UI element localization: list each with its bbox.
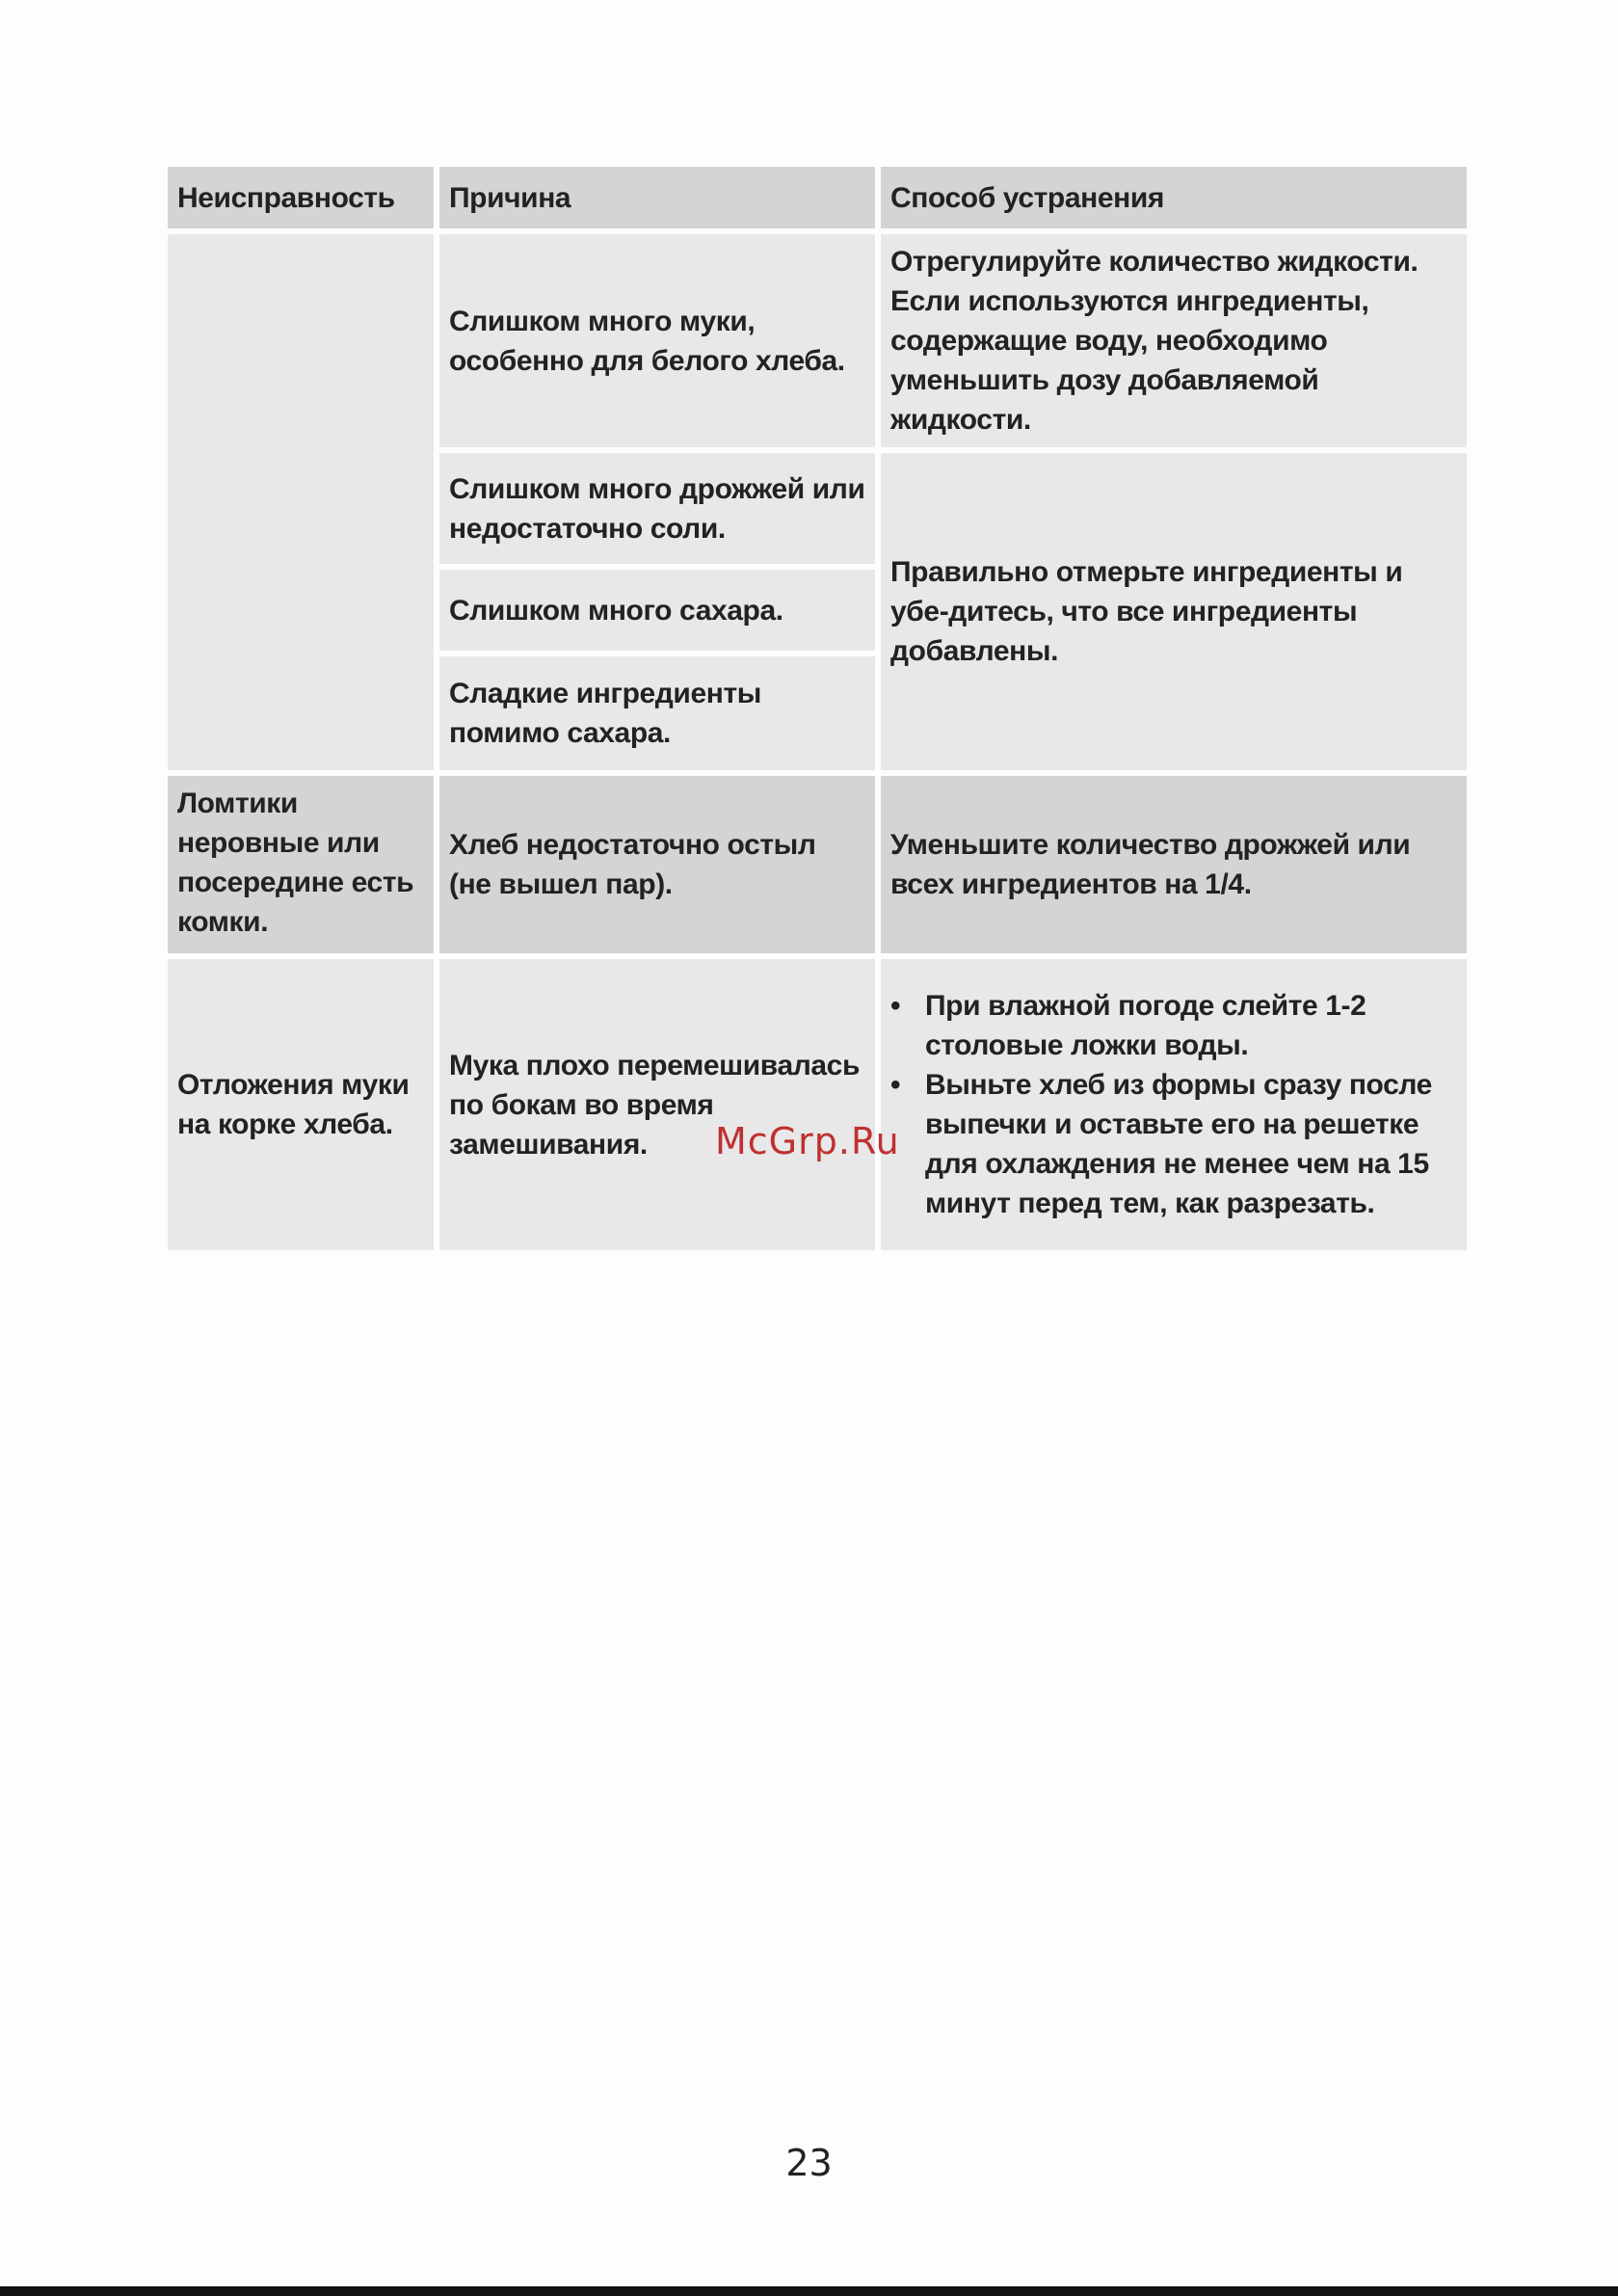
bottom-edge-divider [0, 2286, 1618, 2296]
page-number: 23 [785, 2142, 833, 2184]
remedy-bullet-list [890, 986, 1457, 1223]
cause-cell: Слишком много муки, особенно для белого хлеба. [439, 234, 875, 447]
table-row [168, 776, 1467, 953]
troubleshooting-table [162, 161, 1472, 1256]
problem-cell: Ломтики неровные или посередине есть комки. [168, 776, 434, 953]
cause-cell: Хлеб недостаточно остыл (не вышел пар). [439, 776, 875, 953]
remedy-cell: Уменьшите количество дрожжей или всех ингредиентов на 1/4. [881, 776, 1467, 953]
cause-cell: Слишком много дрожжей или недостаточно соли. [439, 453, 875, 564]
remedy-cell [881, 959, 1467, 1250]
header-problem: Неисправность [168, 167, 434, 228]
cause-cell: Мука плохо перемешивалась по бокам во время замешивания. [439, 959, 875, 1250]
table-header-row [168, 167, 1467, 228]
problem-cell: Отложения муки на корке хлеба. [168, 959, 434, 1250]
list-item: • При влажной погоде слейте 1-2 столовые ложки воды. [925, 986, 1457, 1065]
cause-cell: Сладкие ингредиенты помимо сахара. [439, 656, 875, 770]
table-row [168, 234, 1467, 447]
remedy-cell: Правильно отмерьте ингредиенты и убе-дитесь, что все ингредиенты добавлены. [881, 453, 1467, 770]
list-item: • Выньте хлеб из формы сразу после выпечки и оставьте его на решетке для охлаждения не менее чем на 15 минут перед тем, как разрезать. [925, 1065, 1457, 1223]
watermark-text: McGrp.Ru [715, 1120, 900, 1162]
problem-cell-empty [168, 234, 434, 770]
header-cause: Причина [439, 167, 875, 228]
table-row [168, 959, 1467, 1250]
header-remedy: Способ устранения [881, 167, 1467, 228]
cause-cell: Слишком много сахара. [439, 570, 875, 651]
remedy-cell: Отрегулируйте количество жидкости. Если используются ингредиенты, содержащие воду, необходимо уменьшить дозу добавляемой жидкости. [881, 234, 1467, 447]
